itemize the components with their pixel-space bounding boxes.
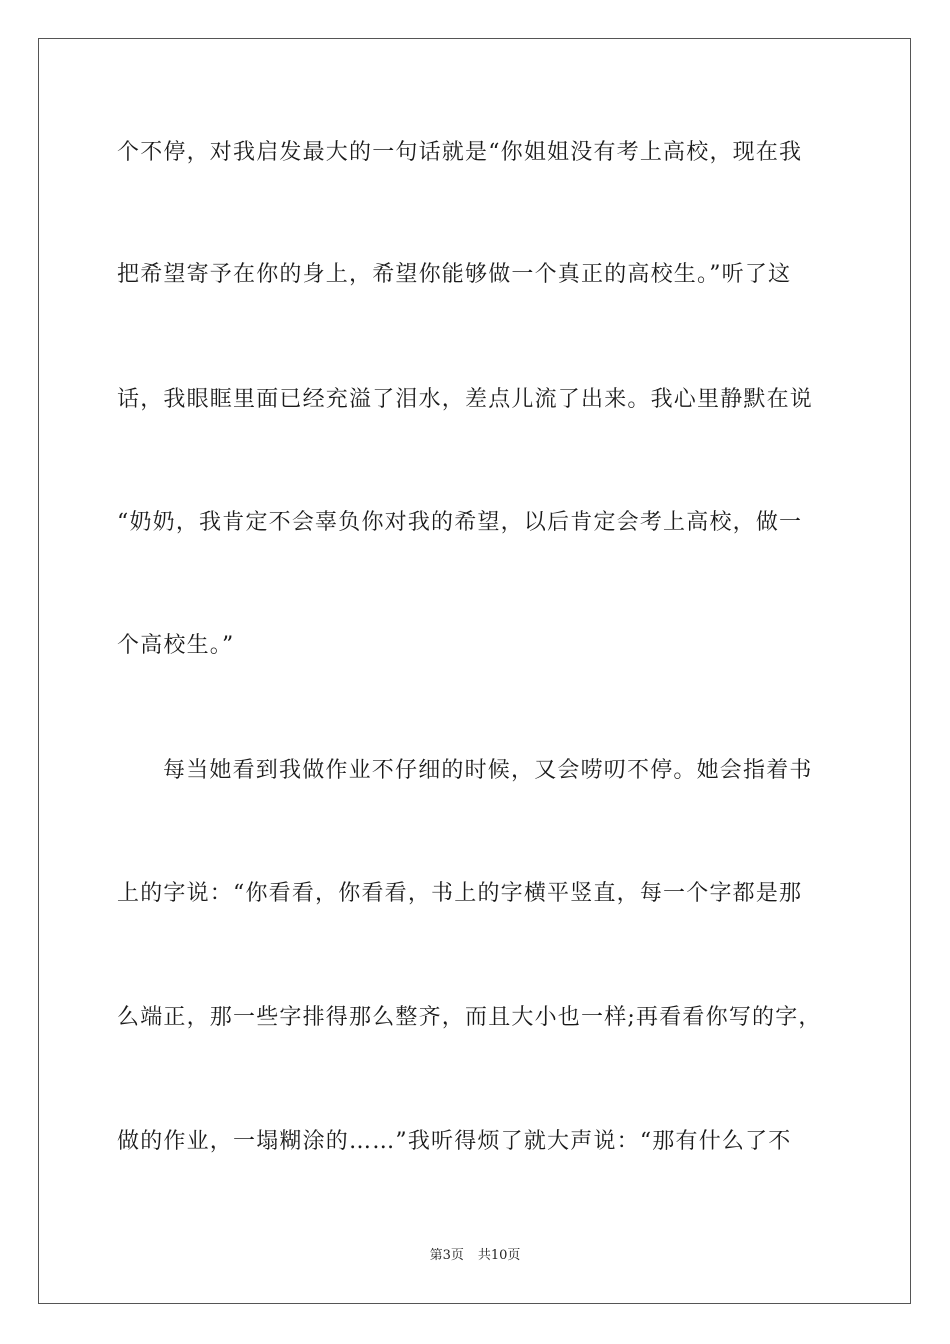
text-line: 个高校生。” [117,633,235,658]
page-total: 共10页 [477,1248,521,1263]
page-border [38,38,911,1304]
text-line: 个不停，对我启发最大的一句话就是“你姐姐没有考上高校，现在我 [117,140,803,165]
text-line: 上的字说：“你看看，你看看，书上的字横平竖直，每一个字都是那 [117,881,803,906]
text-line: 做的作业，一塌糊涂的……”我听得烦了就大声说：“那有什么了不 [117,1129,792,1154]
paragraph-first-line: 每当她看到我做作业不仔细的时候，又会唠叨不停。她会指着书 [163,758,813,783]
text-line: 么端正，那一些字排得那么整齐，而且大小也一样;再看看你写的字， [117,1005,822,1030]
text-line: 把希望寄予在你的身上，希望你能够做一个真正的高校生。”听了这 [117,262,792,287]
text-line: 话，我眼眶里面已经充溢了泪水，差点儿流了出来。我心里静默在说 [117,387,814,412]
page-number: 第3页 [429,1248,464,1263]
text-line: “奶奶，我肯定不会辜负你对我的希望，以后肯定会考上高校，做一 [117,510,803,535]
page-footer [0,1247,950,1265]
